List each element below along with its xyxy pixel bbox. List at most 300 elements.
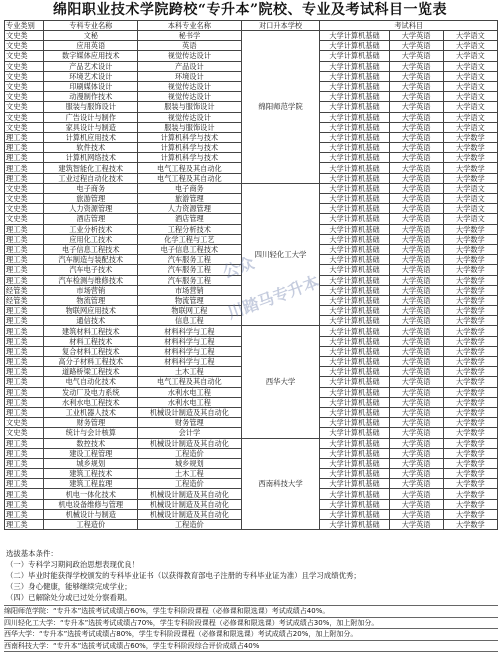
subject-computer-cell: 大学计算机基础 [320,346,389,356]
note-line: （一）专科学习期间政治思想表现优良！ [6,560,140,569]
subject-computer-cell: 大学计算机基础 [320,61,389,71]
subject-computer-cell: 大学计算机基础 [320,255,389,265]
category-cell: 文史类 [5,183,44,193]
subject-english-cell: 大学英语 [389,102,443,112]
school-requirements [4,605,498,652]
subject-english-cell: 大学英语 [389,438,443,448]
table-row [5,31,498,41]
category-cell: 文史类 [5,214,44,224]
subject-english-cell: 大学英语 [389,61,443,71]
diploma-major-cell: 数控技术 [44,438,138,448]
diploma-major-cell: 软件技术 [44,143,138,153]
diploma-major-cell: 产品艺术设计 [44,61,138,71]
subject-english-cell: 大学英语 [389,81,443,91]
diploma-major-cell: 家具设计与制造 [44,122,138,132]
subject-english-cell: 大学英语 [389,285,443,295]
bachelor-major-cell: 酒店管理 [138,214,242,224]
category-cell: 文史类 [5,31,44,41]
subject-english-cell: 大学英语 [389,407,443,417]
diploma-major-cell: 动漫制作技术 [44,92,138,102]
diploma-major-cell: 市场营销 [44,285,138,295]
diploma-major-cell: 统计与会计核算 [44,428,138,438]
note-line: （三）身心健康，能够继续完成学业； [6,582,132,591]
bachelor-major-cell: 计算机科学与技术 [138,143,242,153]
bachelor-major-cell: 土木工程 [138,367,242,377]
diploma-major-cell: 汽车制造与装配技术 [44,255,138,265]
subject-computer-cell: 大学计算机基础 [320,224,389,234]
category-cell: 理工类 [5,275,44,285]
diploma-major-cell: 应用英语 [44,41,138,51]
subject-third-cell: 大学语文 [443,92,497,102]
subject-third-cell: 大学语文 [443,71,497,81]
subject-third-cell: 大学数学 [443,387,497,397]
category-cell: 理工类 [5,326,44,336]
subject-english-cell: 大学英语 [389,51,443,61]
category-cell: 理工类 [5,397,44,407]
table-row [5,326,498,336]
subject-english-cell: 大学英语 [389,143,443,153]
category-cell: 理工类 [5,469,44,479]
subject-third-cell: 大学数学 [443,438,497,448]
subject-third-cell: 大学语文 [443,122,497,132]
subject-computer-cell: 大学计算机基础 [320,81,389,91]
subject-english-cell: 大学英语 [389,469,443,479]
category-cell: 理工类 [5,499,44,509]
bachelor-major-cell: 旅游管理 [138,194,242,204]
header-exam-subjects: 考试科目 [320,21,498,31]
diploma-major-cell: 建筑智能化工程技术 [44,163,138,173]
category-cell: 文史类 [5,92,44,102]
category-cell: 理工类 [5,132,44,142]
diploma-major-cell: 城乡规划 [44,458,138,468]
note-line: （二）毕业时能获得学校颁发的专科毕业证书（以获得教育部电子注册的专科毕业证为准）且学习成绩优秀； [6,571,361,580]
subject-computer-cell: 大学计算机基础 [320,418,389,428]
subject-third-cell: 大学数学 [443,469,497,479]
subject-computer-cell: 大学计算机基础 [320,71,389,81]
category-cell: 理工类 [5,163,44,173]
bachelor-major-cell: 物流管理 [138,295,242,305]
category-cell: 文史类 [5,204,44,214]
category-cell: 理工类 [5,407,44,417]
subject-english-cell: 大学英语 [389,112,443,122]
subject-third-cell: 大学数学 [443,367,497,377]
diploma-major-cell: 发动厂及电力系统 [44,387,138,397]
subject-computer-cell: 大学计算机基础 [320,479,389,489]
bachelor-major-cell: 土木工程 [138,469,242,479]
subject-english-cell: 大学英语 [389,71,443,81]
header-diploma-major: 专科专业名称 [44,21,138,31]
bachelor-major-cell: 物联网工程 [138,306,242,316]
subject-third-cell: 大学语文 [443,51,497,61]
bachelor-major-cell: 电气工程及其自动化 [138,163,242,173]
subject-english-cell: 大学英语 [389,244,443,254]
bachelor-major-cell: 服装与服饰设计 [138,102,242,112]
bachelor-major-cell: 材料科学与工程 [138,357,242,367]
category-cell: 理工类 [5,387,44,397]
category-cell: 理工类 [5,438,44,448]
subject-third-cell: 大学数学 [443,377,497,387]
school-cell: 四川轻化工大学 [241,183,320,326]
category-cell: 文史类 [5,418,44,428]
diploma-major-cell: 电子信息工程技术 [44,244,138,254]
subject-third-cell: 大学语文 [443,31,497,41]
subject-computer-cell: 大学计算机基础 [320,357,389,367]
category-cell: 文史类 [5,51,44,61]
diploma-major-cell: 机电设备维修与管理 [44,499,138,509]
category-cell: 理工类 [5,173,44,183]
subject-third-cell: 大学数学 [443,173,497,183]
bachelor-major-cell: 汽车服务工程 [138,275,242,285]
subject-english-cell: 大学英语 [389,377,443,387]
subject-english-cell: 大学英语 [389,367,443,377]
subject-computer-cell: 大学计算机基础 [320,387,389,397]
bachelor-major-cell: 材料科学与工程 [138,336,242,346]
subject-computer-cell: 大学计算机基础 [320,183,389,193]
category-cell: 文史类 [5,61,44,71]
subject-english-cell: 大学英语 [389,346,443,356]
bachelor-major-cell: 水利水电工程 [138,397,242,407]
subject-english-cell: 大学英语 [389,489,443,499]
subject-english-cell: 大学英语 [389,306,443,316]
subject-computer-cell: 大学计算机基础 [320,316,389,326]
subject-third-cell: 大学数学 [443,143,497,153]
category-cell: 经管类 [5,295,44,305]
diploma-major-cell: 电子商务 [44,183,138,193]
category-cell: 理工类 [5,316,44,326]
category-cell: 理工类 [5,479,44,489]
subject-computer-cell: 大学计算机基础 [320,153,389,163]
watermark-text: 公众 [220,253,257,282]
subject-english-cell: 大学英语 [389,418,443,428]
diploma-major-cell: 机电一体化技术 [44,489,138,499]
bachelor-major-cell: 化学工程与工艺 [138,234,242,244]
subject-computer-cell: 大学计算机基础 [320,295,389,305]
subject-english-cell: 大学英语 [389,122,443,132]
requirement-line: 西华大学：“专升本”选拔考试成绩占80%，学生专科阶段课程（必修课和限选课）考试成绩占20%，加上附加分。 [4,628,498,640]
subject-third-cell: 大学数学 [443,163,497,173]
subject-third-cell: 大学数学 [443,224,497,234]
diploma-major-cell: 电气自动化技术 [44,377,138,387]
subject-third-cell: 大学数学 [443,489,497,499]
bachelor-major-cell: 产品设计 [138,61,242,71]
subject-third-cell: 大学数学 [443,234,497,244]
subject-computer-cell: 大学计算机基础 [320,306,389,316]
category-cell: 理工类 [5,336,44,346]
diploma-major-cell: 建筑工程监理 [44,479,138,489]
subject-third-cell: 大学数学 [443,479,497,489]
admission-table [4,20,498,530]
subject-computer-cell: 大学计算机基础 [320,244,389,254]
subject-third-cell: 大学语文 [443,204,497,214]
diploma-major-cell: 通信技术 [44,316,138,326]
bachelor-major-cell: 英语 [138,41,242,51]
subject-computer-cell: 大学计算机基础 [320,92,389,102]
subject-english-cell: 大学英语 [389,214,443,224]
bachelor-major-cell: 视觉传达设计 [138,92,242,102]
diploma-major-cell: 工业机器人技术 [44,407,138,417]
category-cell: 理工类 [5,234,44,244]
diploma-major-cell: 旅游管理 [44,194,138,204]
subject-third-cell: 大学数学 [443,153,497,163]
bachelor-major-cell: 电气工程及其自动化 [138,377,242,387]
subject-english-cell: 大学英语 [389,357,443,367]
table-row [5,183,498,193]
diploma-major-cell: 物联网应用技术 [44,306,138,316]
subject-english-cell: 大学英语 [389,31,443,41]
note-line: 选拔基本条件： [6,549,58,558]
subject-computer-cell: 大学计算机基础 [320,194,389,204]
subject-third-cell: 大学语文 [443,194,497,204]
bachelor-major-cell: 视觉传达设计 [138,51,242,61]
bachelor-major-cell: 市场营销 [138,285,242,295]
category-cell: 文史类 [5,71,44,81]
diploma-major-cell: 道路桥梁工程技术 [44,367,138,377]
school-cell: 西华大学 [241,326,320,438]
subject-english-cell: 大学英语 [389,224,443,234]
subject-computer-cell: 大学计算机基础 [320,143,389,153]
subject-third-cell: 大学数学 [443,306,497,316]
selection-conditions [6,548,496,603]
subject-third-cell: 大学数学 [443,499,497,509]
category-cell: 理工类 [5,153,44,163]
category-cell: 理工类 [5,489,44,499]
subject-english-cell: 大学英语 [389,336,443,346]
bachelor-major-cell: 机械设计制造及其自动化 [138,407,242,417]
subject-third-cell: 大学语文 [443,81,497,91]
bachelor-major-cell: 秘书学 [138,31,242,41]
subject-english-cell: 大学英语 [389,41,443,51]
subject-third-cell: 大学语文 [443,112,497,122]
bachelor-major-cell: 材料科学与工程 [138,326,242,336]
bachelor-major-cell: 材料科学与工程 [138,346,242,356]
subject-computer-cell: 大学计算机基础 [320,31,389,41]
subject-english-cell: 大学英语 [389,316,443,326]
subject-computer-cell: 大学计算机基础 [320,438,389,448]
subject-computer-cell: 大学计算机基础 [320,448,389,458]
subject-computer-cell: 大学计算机基础 [320,41,389,51]
subject-computer-cell: 大学计算机基础 [320,326,389,336]
subject-third-cell: 大学语文 [443,61,497,71]
subject-third-cell: 大学数学 [443,295,497,305]
bachelor-major-cell: 城乡规划 [138,458,242,468]
diploma-major-cell: 环境艺术设计 [44,71,138,81]
diploma-major-cell: 应用化工技术 [44,234,138,244]
category-cell: 理工类 [5,520,44,530]
category-cell: 理工类 [5,306,44,316]
subject-computer-cell: 大学计算机基础 [320,234,389,244]
diploma-major-cell: 水利水电工程技术 [44,397,138,407]
subject-computer-cell: 大学计算机基础 [320,173,389,183]
bachelor-major-cell: 电子商务 [138,183,242,193]
subject-third-cell: 大学语文 [443,41,497,51]
diploma-major-cell: 服装与服饰设计 [44,102,138,112]
subject-english-cell: 大学英语 [389,265,443,275]
subject-english-cell: 大学英语 [389,194,443,204]
subject-computer-cell: 大学计算机基础 [320,397,389,407]
diploma-major-cell: 文秘 [44,31,138,41]
table-row [5,438,498,448]
subject-third-cell: 大学数学 [443,428,497,438]
page-title: 绵阳职业技术学院跨校“专升本”院校、专业及考试科目一览表 [52,2,448,18]
bachelor-major-cell: 电气工程及其自动化 [138,173,242,183]
subject-third-cell: 大学数学 [443,285,497,295]
subject-third-cell: 大学数学 [443,316,497,326]
bachelor-major-cell: 水利水电工程 [138,387,242,397]
subject-english-cell: 大学英语 [389,428,443,438]
subject-english-cell: 大学英语 [389,499,443,509]
bachelor-major-cell: 视觉传达设计 [138,81,242,91]
subject-english-cell: 大学英语 [389,163,443,173]
diploma-major-cell: 工业过程自动化技术 [44,173,138,183]
bachelor-major-cell: 机械设计制造及其自动化 [138,499,242,509]
category-cell: 理工类 [5,265,44,275]
subject-third-cell: 大学数学 [443,357,497,367]
subject-computer-cell: 大学计算机基础 [320,285,389,295]
bachelor-major-cell: 会计学 [138,428,242,438]
subject-english-cell: 大学英语 [389,92,443,102]
bachelor-major-cell: 机械设计制造及其自动化 [138,509,242,519]
subject-third-cell: 大学语文 [443,102,497,112]
diploma-major-cell: 广告设计与制作 [44,112,138,122]
note-line: （四）已解除处分或已过处分察看期。 [6,593,132,602]
subject-english-cell: 大学英语 [389,520,443,530]
diploma-major-cell: 建筑工程技术 [44,469,138,479]
bachelor-major-cell: 信息工程 [138,316,242,326]
school-cell: 绵阳师范学院 [241,31,320,184]
subject-english-cell: 大学英语 [389,204,443,214]
category-cell: 文史类 [5,194,44,204]
subject-computer-cell: 大学计算机基础 [320,163,389,173]
subject-third-cell: 大学数学 [443,244,497,254]
diploma-major-cell: 人力资源管理 [44,204,138,214]
subject-third-cell: 大学数学 [443,448,497,458]
subject-computer-cell: 大学计算机基础 [320,51,389,61]
diploma-major-cell: 机械设计与制造 [44,509,138,519]
subject-computer-cell: 大学计算机基础 [320,132,389,142]
subject-computer-cell: 大学计算机基础 [320,367,389,377]
bachelor-major-cell: 服装与服饰设计 [138,122,242,132]
diploma-major-cell: 建设工程管理 [44,448,138,458]
category-cell: 理工类 [5,357,44,367]
diploma-major-cell: 工程造价 [44,520,138,530]
bachelor-major-cell: 机械设计制造及其自动化 [138,438,242,448]
bachelor-major-cell: 工程分析技术 [138,224,242,234]
category-cell: 理工类 [5,346,44,356]
subject-computer-cell: 大学计算机基础 [320,407,389,417]
bachelor-major-cell: 汽车服务工程 [138,255,242,265]
subject-third-cell: 大学数学 [443,336,497,346]
category-cell: 文史类 [5,122,44,132]
requirement-line: 四川轻化工大学：“专升本”选拔考试成绩占70%，学生专科阶段课程（必修课和限选课）考试成绩占30%，加上附加分。 [4,617,498,629]
category-cell: 文史类 [5,81,44,91]
header-target-school: 对口升本学校 [241,21,320,31]
diploma-major-cell: 材料工程技术 [44,336,138,346]
subject-english-cell: 大学英语 [389,458,443,468]
bachelor-major-cell: 工程造价 [138,520,242,530]
bachelor-major-cell: 电子信息工程技术 [138,244,242,254]
category-cell: 文史类 [5,41,44,51]
diploma-major-cell: 计算机网络技术 [44,153,138,163]
bachelor-major-cell: 计算机科学与技术 [138,153,242,163]
subject-computer-cell: 大学计算机基础 [320,469,389,479]
diploma-major-cell: 计算机应用技术 [44,132,138,142]
school-cell: 西南科技大学 [241,438,320,530]
subject-computer-cell: 大学计算机基础 [320,336,389,346]
subject-third-cell: 大学数学 [443,255,497,265]
category-cell: 文史类 [5,112,44,122]
diploma-major-cell: 数字媒体应用技术 [44,51,138,61]
subject-third-cell: 大学数学 [443,458,497,468]
subject-english-cell: 大学英语 [389,173,443,183]
subject-computer-cell: 大学计算机基础 [320,214,389,224]
subject-computer-cell: 大学计算机基础 [320,377,389,387]
category-cell: 理工类 [5,224,44,234]
subject-english-cell: 大学英语 [389,479,443,489]
bachelor-major-cell: 机械设计制造及其自动化 [138,489,242,499]
subject-english-cell: 大学英语 [389,326,443,336]
requirement-line: 绵阳师范学院：“专升本”选拔考试成绩占60%，学生专科阶段课程（必修课和限选课）考试成绩占40%。 [4,605,498,617]
subject-third-cell: 大学数学 [443,275,497,285]
subject-third-cell: 大学数学 [443,520,497,530]
subject-third-cell: 大学数学 [443,346,497,356]
diploma-major-cell: 财务管理 [44,418,138,428]
subject-english-cell: 大学英语 [389,132,443,142]
subject-english-cell: 大学英语 [389,183,443,193]
subject-english-cell: 大学英语 [389,234,443,244]
subject-computer-cell: 大学计算机基础 [320,489,389,499]
category-cell: 文史类 [5,102,44,112]
header-bachelor-major: 本科专业名称 [138,21,242,31]
watermark-text: 川踏马专升本 [224,272,322,323]
subject-third-cell: 大学数学 [443,326,497,336]
bachelor-major-cell: 工程造价 [138,479,242,489]
bachelor-major-cell: 视觉传达设计 [138,112,242,122]
subject-english-cell: 大学英语 [389,153,443,163]
bachelor-major-cell: 环境设计 [138,71,242,81]
subject-english-cell: 大学英语 [389,255,443,265]
subject-third-cell: 大学语文 [443,214,497,224]
subject-english-cell: 大学英语 [389,275,443,285]
category-cell: 理工类 [5,377,44,387]
subject-english-cell: 大学英语 [389,509,443,519]
category-cell: 理工类 [5,255,44,265]
category-cell: 理工类 [5,458,44,468]
category-cell: 理工类 [5,448,44,458]
requirement-line: 西南科技大学：“专升本”选拔考试成绩占60%，学生专科阶段综合评价成绩占40% [4,640,498,652]
subject-computer-cell: 大学计算机基础 [320,520,389,530]
category-cell: 文史类 [5,428,44,438]
subject-english-cell: 大学英语 [389,448,443,458]
subject-third-cell: 大学数学 [443,509,497,519]
category-cell: 理工类 [5,509,44,519]
table-header-row [5,21,498,31]
bachelor-major-cell: 计算机科学与技术 [138,132,242,142]
diploma-major-cell: 汽车检测与维修技术 [44,275,138,285]
diploma-major-cell: 高分子材料工程技术 [44,357,138,367]
subject-computer-cell: 大学计算机基础 [320,102,389,112]
subject-computer-cell: 大学计算机基础 [320,275,389,285]
subject-computer-cell: 大学计算机基础 [320,204,389,214]
category-cell: 经管类 [5,285,44,295]
diploma-major-cell: 汽车电子技术 [44,265,138,275]
subject-third-cell: 大学数学 [443,397,497,407]
diploma-major-cell: 印刷媒体设计 [44,81,138,91]
subject-computer-cell: 大学计算机基础 [320,122,389,132]
header-category: 专业类别 [5,21,44,31]
diploma-major-cell: 复合材料工程技术 [44,346,138,356]
category-cell: 理工类 [5,143,44,153]
subject-english-cell: 大学英语 [389,397,443,407]
